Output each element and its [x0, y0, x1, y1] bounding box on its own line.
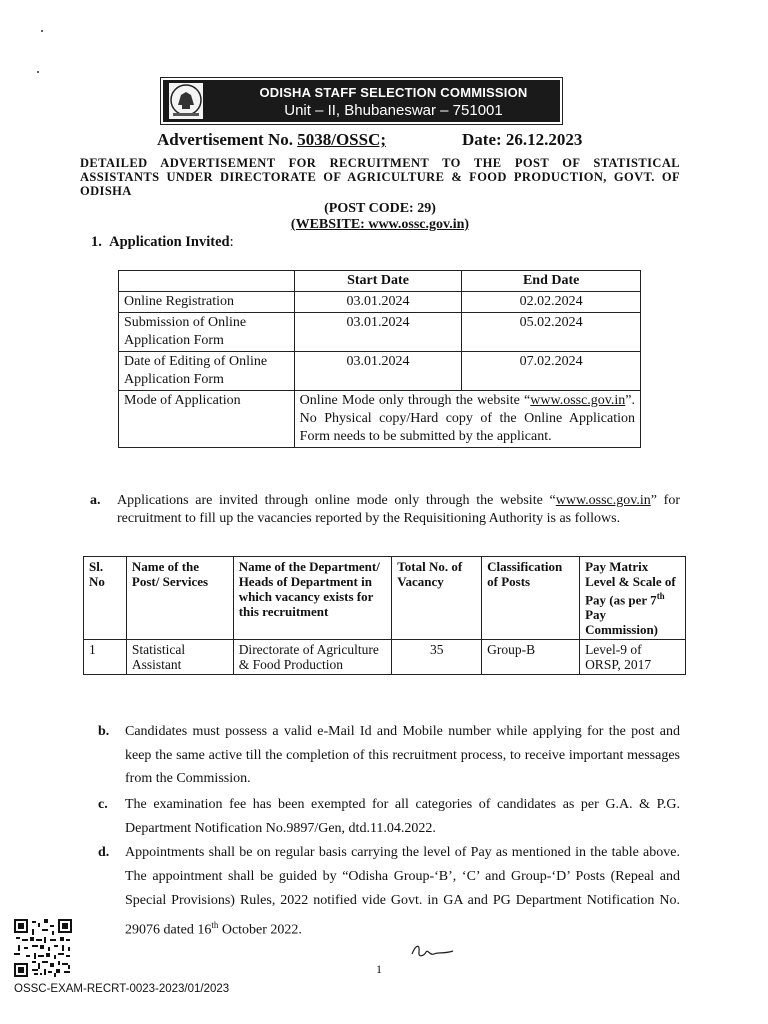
superscript: th	[656, 591, 665, 601]
table-row	[119, 352, 641, 391]
paragraph-label: b.	[98, 724, 110, 739]
mode-of-application-text	[294, 391, 640, 448]
post-code: (POST CODE: 29)	[324, 201, 436, 216]
commission-title: ODISHA STAFF SELECTION COMMISSION	[259, 85, 528, 100]
row-label: Mode of Application	[119, 391, 295, 448]
table-cell: Statistical Assistant	[126, 640, 233, 675]
header-banner	[160, 77, 563, 125]
qr-code-icon	[14, 919, 72, 977]
paragraph-text-part: Appointments shall be on regular basis carrying the level of Pay as mentioned in the table above. The appointment shall be guided by “Odisha Group-‘B’, ‘C’ and Group-‘D’ Posts (Repeal and Special Provisions) Rules, 2022 notified vide Govt. in GA and PG Department Notification No. 29076 dated 16	[125, 845, 680, 938]
table-header-cell	[580, 557, 686, 640]
odisha-emblem-icon	[169, 83, 203, 119]
section-colon: :	[229, 234, 234, 250]
superscript: th	[211, 920, 219, 930]
paragraph-text: The examination fee has been exempted for all categories of candidates as per G.A. & P.G. Department Notification No.9897/Gen, dtd.11.04.2022.	[125, 797, 680, 836]
paragraph-label: a.	[90, 493, 101, 508]
website-link[interactable]: www.ossc.gov.in	[530, 393, 626, 408]
start-date: 03.01.2024	[294, 352, 462, 391]
paragraph-text-part: October 2022.	[218, 922, 302, 938]
schedule-table	[118, 270, 641, 448]
document-heading: DETAILED ADVERTISEMENT FOR RECRUITMENT TO THE POST OF STATISTICAL ASSISTANTS UNDER DIRECTORATE OF AGRICULTURE & FOOD PRODUCTION, GOVT. OF ODISHA	[80, 156, 680, 198]
paragraph-text	[125, 841, 680, 943]
table-row	[119, 292, 641, 313]
paragraph-label: d.	[98, 845, 110, 860]
start-date: 03.01.2024	[294, 292, 462, 313]
section-number: 1.	[91, 234, 102, 250]
vacancy-table	[83, 556, 686, 675]
scan-speck	[37, 71, 39, 73]
mode-text: Online Mode only through the website “	[299, 393, 531, 408]
paragraph-text-part: Applications are invited through online mode only through the website “	[117, 493, 556, 508]
signature	[410, 942, 455, 967]
website-line: (WEBSITE: www.ossc.gov.in)	[290, 217, 470, 232]
table-header-cell	[119, 271, 295, 292]
advertisement-label: Advertisement No.	[157, 130, 298, 149]
table-header-cell: Name of the Department/ Heads of Department in which vacancy exists for this recruitment	[233, 557, 392, 640]
table-cell: 35	[392, 640, 482, 675]
advertisement-date: Date: 26.12.2023	[462, 130, 583, 149]
table-header-cell: Total No. of Vacancy	[392, 557, 482, 640]
table-header-cell: Start Date	[294, 271, 462, 292]
table-header-row	[119, 271, 641, 292]
table-row	[119, 391, 641, 448]
table-cell: Directorate of Agriculture & Food Production	[233, 640, 392, 675]
table-cell: 1	[84, 640, 127, 675]
section-1-heading	[91, 234, 234, 251]
table-cell: Group-B	[482, 640, 580, 675]
paragraph-text: Candidates must possess a valid e-Mail Id and Mobile number while applying for the post and keep the same active till the completion of this recruitment process, to receive important messages from the Commission.	[125, 724, 680, 786]
mode-text: ”. No Physical copy/Hard copy of the Online Application Form needs to be submitted by the applicant.	[299, 393, 635, 444]
paragraph-text	[117, 492, 680, 528]
table-row	[119, 313, 641, 352]
commission-address: Unit – II, Bhubaneswar – 751001	[284, 102, 503, 119]
scan-speck	[41, 30, 43, 32]
table-header-cell: Name of the Post/ Services	[126, 557, 233, 640]
end-date: 02.02.2024	[462, 292, 641, 313]
paragraph-text-part: ” for recruitment to fill up the vacancies reported by the Requisitioning Authority is as follows.	[117, 493, 680, 526]
website-link[interactable]: www.ossc.gov.in	[555, 493, 651, 508]
table-row	[84, 640, 686, 675]
row-label: Date of Editing of Online Application Form	[119, 352, 295, 391]
section-title: Application Invited	[109, 234, 230, 250]
table-header-row	[84, 557, 686, 640]
end-date: 07.02.2024	[462, 352, 641, 391]
page-number: 1	[376, 962, 382, 976]
advertisement-number-value: 5038/OSSC;	[297, 130, 387, 149]
paragraph-label: c.	[98, 797, 108, 812]
end-date: 05.02.2024	[462, 313, 641, 352]
row-label: Submission of Online Application Form	[119, 313, 295, 352]
table-header-cell: Classification of Posts	[482, 557, 580, 640]
header-text: Pay Matrix Level & Scale of Pay (as per 7	[585, 559, 676, 608]
header-text: Pay Commission)	[585, 607, 659, 638]
footer-reference-code: OSSC-EXAM-RECRT-0023-2023/01/2023	[14, 983, 230, 995]
start-date: 03.01.2024	[294, 313, 462, 352]
advertisement-number	[157, 130, 386, 150]
table-cell: Level-9 of ORSP, 2017	[580, 640, 686, 675]
table-header-cell: Sl. No	[84, 557, 127, 640]
row-label: Online Registration	[119, 292, 295, 313]
table-header-cell: End Date	[462, 271, 641, 292]
